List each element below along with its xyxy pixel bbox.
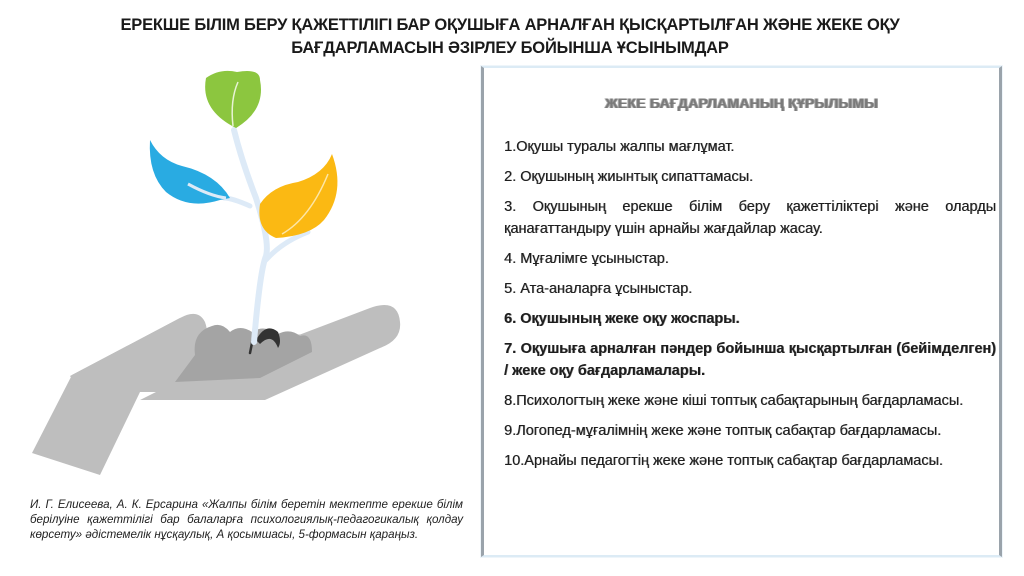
structure-item: 7. Оқушыға арналған пәндер бойынша қысқартылған (бейімделген) / жеке оқу бағдарламалары. <box>504 341 996 379</box>
structure-item: 10.Арнайы педагогтің жеке және топтық сабақтар бағдарламасы. <box>504 453 943 469</box>
structure-item: 5. Ата-аналарға ұсыныстар. <box>504 281 693 297</box>
structure-item: 3. Оқушының ерекше білім беру қажеттіліктері және оларды қанағаттандыру үшін арнайы жағдайлар жасау. <box>504 199 996 237</box>
yellow-leaf-icon <box>259 154 337 238</box>
structure-box <box>481 66 1002 557</box>
slide-title: ЕРЕКШЕ БІЛІМ БЕРУ ҚАЖЕТТІЛІГІ БАР ОҚУШЫҒА АРНАЛҒАН ҚЫСҚАРТЫЛҒАН ЖӘНЕ ЖЕКЕ ОҚУ БАҒДАРЛАМАСЫН ӘЗІРЛЕУ БОЙЫНША ҰСЫНЫМДАР <box>120 16 900 57</box>
seedling-in-hand-illustration <box>20 70 460 500</box>
structure-item: 1.Оқушы туралы жалпы мағлұмат. <box>504 139 735 155</box>
structure-item: 8.Психологтың жеке және кіші топтық сабақтарының бағдарламасы. <box>504 393 964 409</box>
citation-reference: И. Г. Елисеева, А. К. Ерсарина «Жалпы білім беретін мектепте ерекше білім берілуіне қажеттілігі бар балаларға психологиялық-педагогикалық қолдау көрсету» әдістемелік нұсқаулық, А қосымшасы, 5-формасын қараңыз. <box>30 498 463 541</box>
structure-item: 2. Оқушының жиынтық сипаттамасы. <box>504 169 754 185</box>
structure-item: 4. Мұғалімге ұсыныстар. <box>504 251 669 267</box>
box-heading: ЖЕКЕ БАҒДАРЛАМАНЫҢ ҚҰРЫЛЫМЫ <box>604 95 879 111</box>
green-leaf-icon <box>205 71 261 128</box>
stem-icon <box>224 130 308 342</box>
structure-item: 6. Оқушының жеке оқу жоспары. <box>504 311 740 327</box>
blue-leaf-icon <box>150 140 230 204</box>
structure-item: 9.Логопед-мұғалімнің жеке және топтық сабақтар бағдарламасы. <box>504 423 942 439</box>
structure-list <box>504 136 996 480</box>
